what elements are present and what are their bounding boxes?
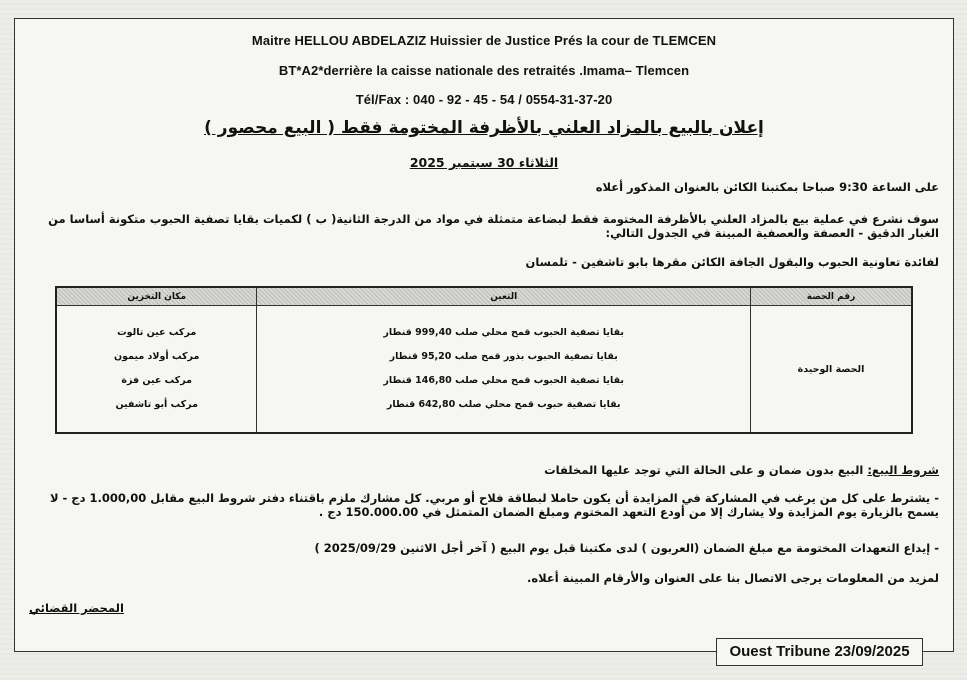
list-item: بقايا تصفية الحبوب قمح محلي صلب 146,80 قنطار — [383, 375, 624, 386]
more-info-line: لمزيد من المعلومات يرجى الاتصال بنا على العنوان والأرقام المبينة أعلاه. — [526, 571, 939, 585]
list-item: بقايا تصفية الحبوب قمح محلي صلب 999,40 قنطار — [383, 327, 624, 338]
bailiff-name: Maitre HELLOU ABDELAZIZ Huissier de Justice Prés la cour de TLEMCEN — [251, 33, 717, 48]
beneficiary-line: لفائدة تعاونية الحبوب والبقول الجافة الكائن مقرها بابو تاشفين - تلمسان — [525, 255, 939, 269]
description-cell — [257, 306, 751, 434]
header-lot: رقم الحصة — [751, 287, 912, 306]
condition-item-2: - إيداع التعهدات المختومة مع مبلغ الضمان (العربون ) لدى مكتبنا قبل يوم البيع ( آخر أجل الاثنين 2025/09/29 ) — [314, 541, 939, 555]
announcement-title: إعلان بالبيع بالمزاد العلني بالأظرفة المختومة فقط ( البيع محصور ) — [204, 118, 764, 138]
conditions-text: البيع بدون ضمان و على الحالة التي توجد عليها المخلفات — [544, 463, 868, 477]
list-item: مركب أبو تاشفين — [115, 399, 198, 410]
condition-item-1: - يشترط على كل من يرغب في المشاركة في المزايدة أن يكون حاملا لبطاقة فلاح أو مربي. كل مشارك ملزم باقتناء دفتر شروط البيع مقابل 1.000,00 دج - لا يسمح بالزيارة يوم المزايدة ولا يشارك إلا من أودع التعهد المختوم ومبلغ الضمان المتمثل في 150.000.00 دج . — [49, 491, 939, 519]
sale-conditions — [39, 463, 939, 477]
sale-time: على الساعة 9:30 صباحا بمكتبنا الكائن بالعنوان المذكور أعلاه — [595, 180, 939, 194]
list-item: مركب عين فزة — [121, 375, 193, 386]
list-item: مركب أولاد ميمون — [114, 351, 200, 362]
bailiff-phone: Tél/Fax : 040 - 92 - 45 - 54 / 0554-31-37-20 — [355, 92, 613, 107]
list-item: بقايا تصفية حبوب قمح محلي صلب 642,80 قنطار — [386, 399, 621, 410]
bailiff-address: BT*A2*derrière la caisse nationale des retraités .Imama– Tlemcen — [278, 63, 690, 78]
newspaper-credit: Ouest Tribune 23/09/2025 — [716, 638, 923, 666]
lot-cell: الحصة الوحيدة — [751, 306, 912, 434]
header-description: التعين — [257, 287, 751, 306]
storage-cell — [56, 306, 257, 434]
announcement-frame — [14, 18, 954, 652]
intro-paragraph: سوف نشرع في عملية بيع بالمزاد العلني بالأظرفة المختومة فقط لبضاعة متمثلة في مواد من الدرجة الثانية( ب ) لكميات بقايا تصفية الحبوب متكونة أساسا من الغبار الدقيق - العصفة والعصفية المبينة في الجدول التالي: — [48, 212, 939, 240]
list-item: مركب عين تالوت — [117, 327, 197, 338]
lots-table — [55, 286, 913, 434]
list-item: بقايا تصفية الحبوب بذور قمح صلب 95,20 قنطار — [389, 351, 618, 362]
conditions-label: شروط البيع: — [867, 463, 939, 477]
header-storage-place: مكان التخزين — [56, 287, 257, 306]
sale-date: الثلاثاء 30 سبتمبر 2025 — [409, 155, 559, 170]
signature: المحضر القضائي — [29, 601, 124, 615]
